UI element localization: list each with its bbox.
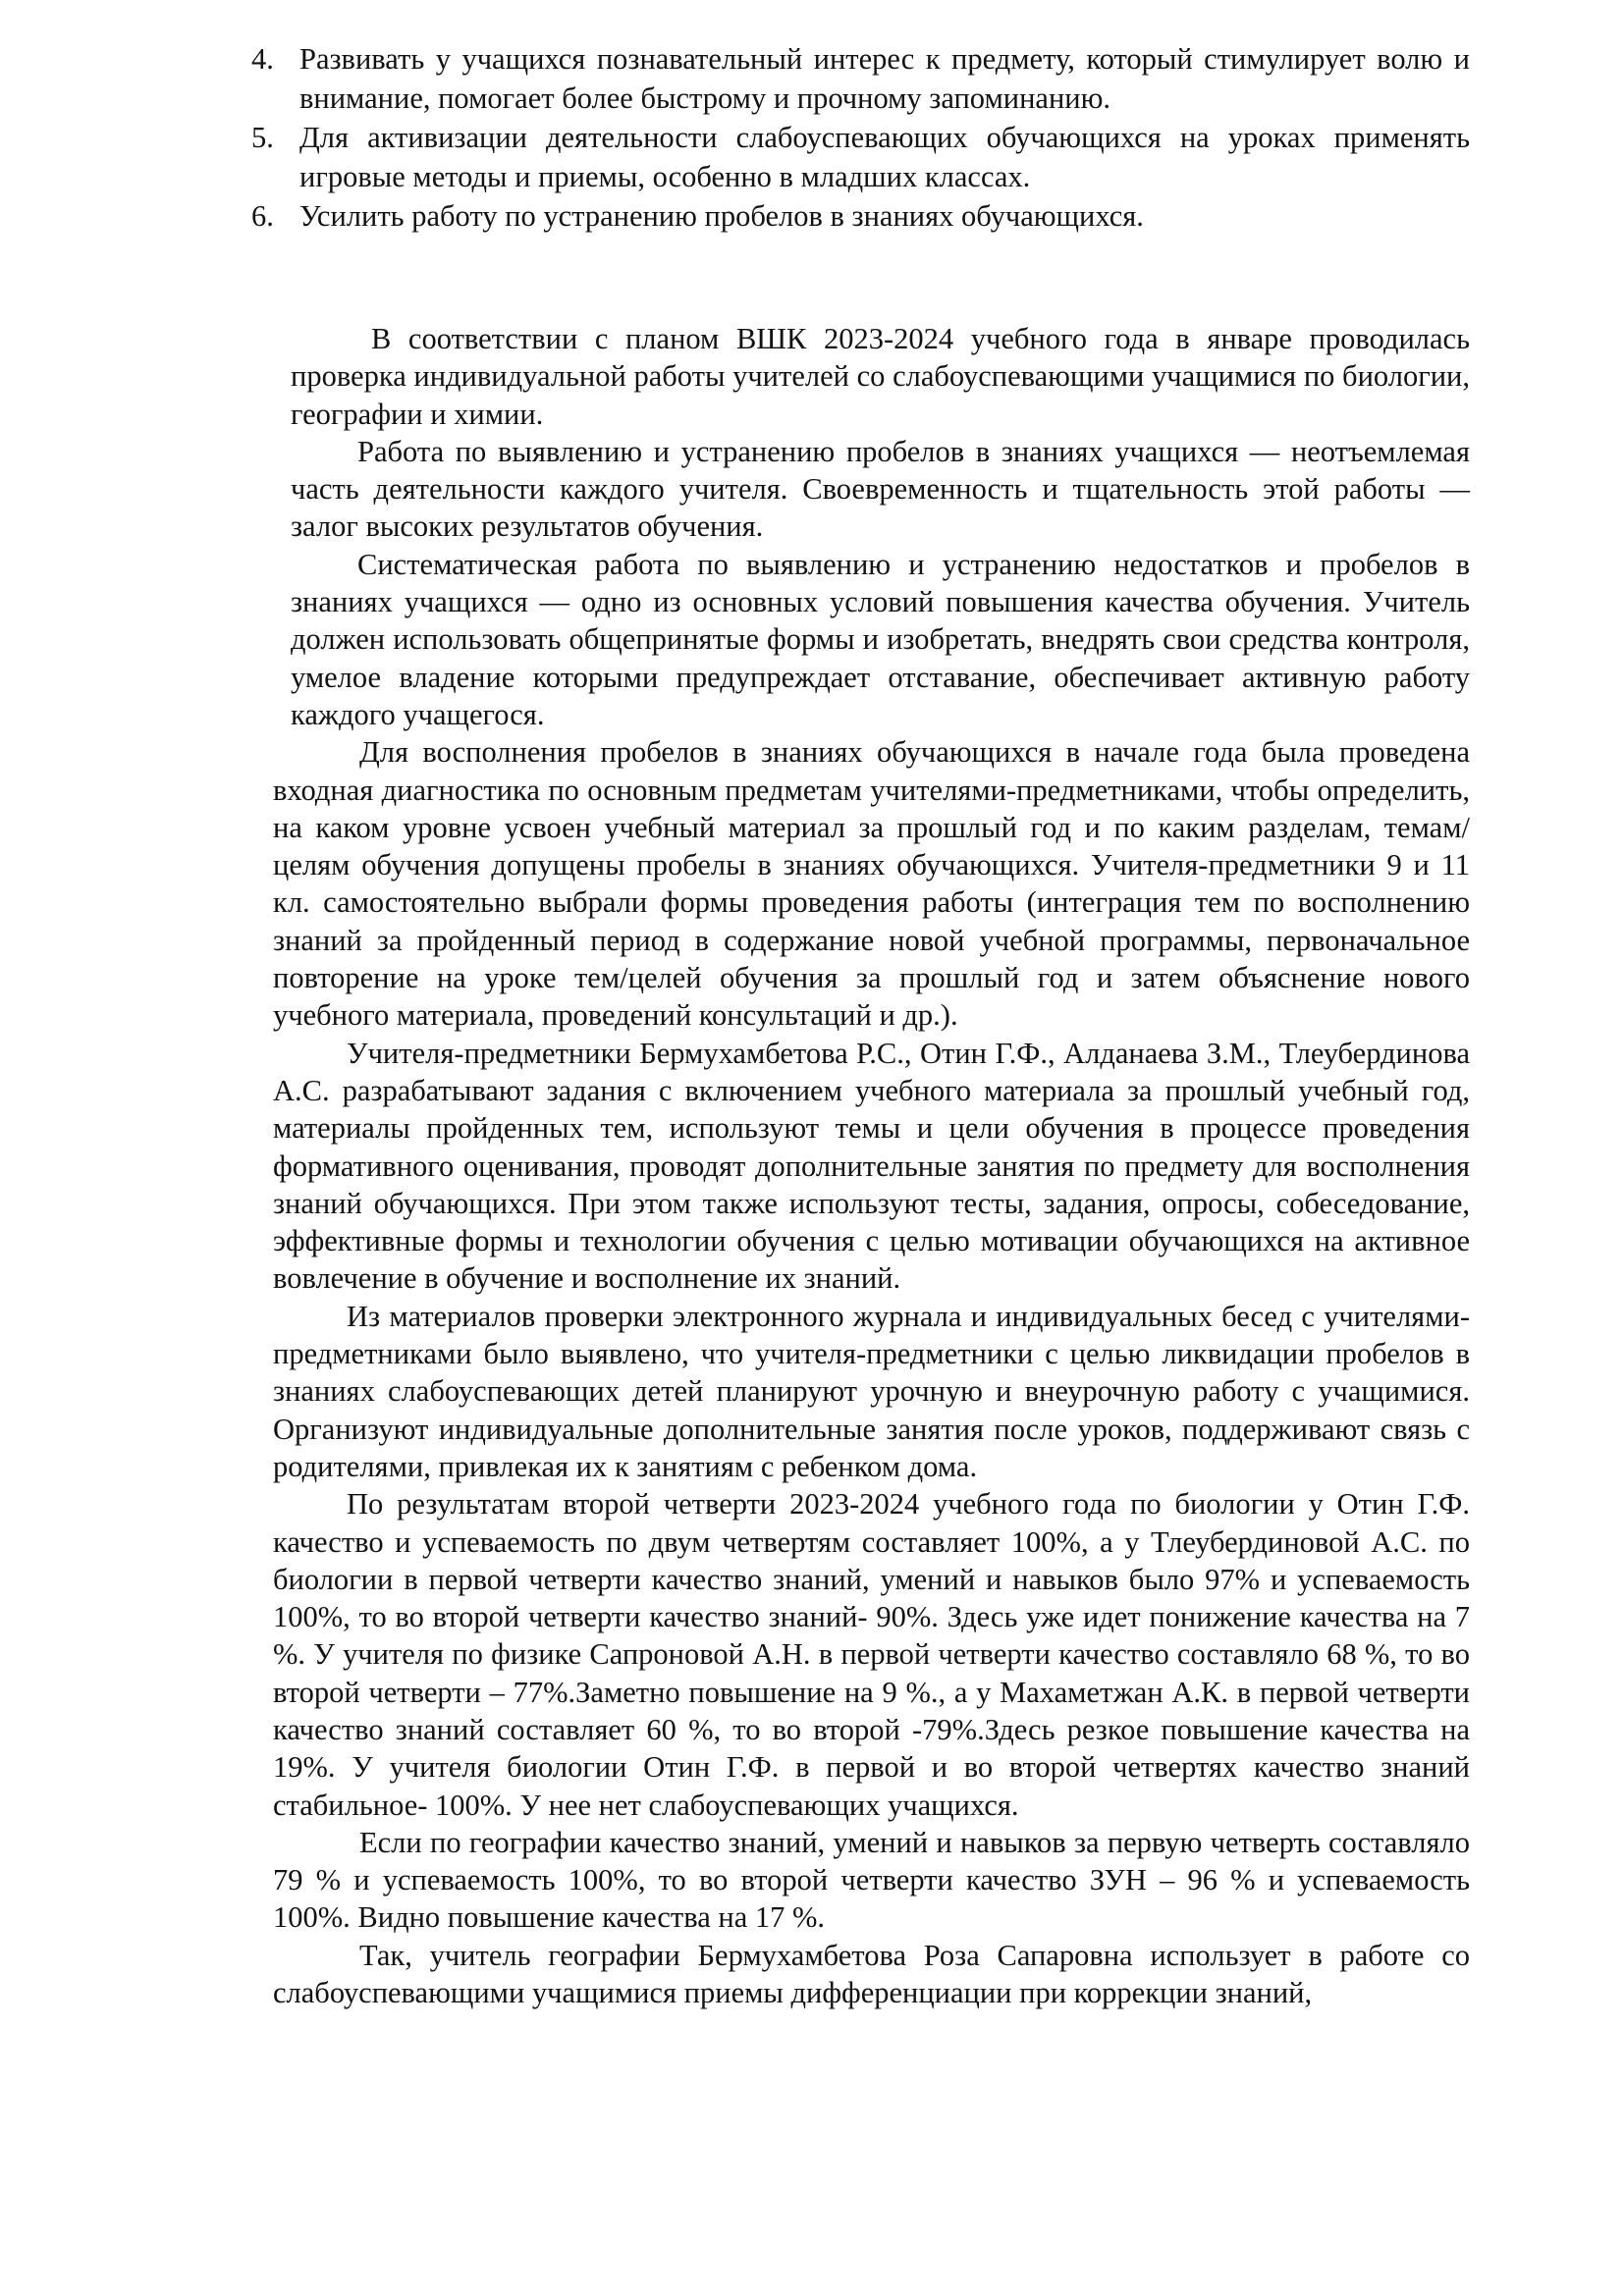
paragraph-journal-review: Из материалов проверки электронного журнала и индивидуальных бесед с учителями-предметниками было выявлено, что учителя-предметники с целью ликвидации пробелов в знаниях слабоуспевающих детей планируют урочную и внеурочную работу с учащимися. Организуют индивидуальные дополнительные занятия после уроков, поддерживают связь с родителями, привлекая их к занятиям с ребенком дома. bbox=[273, 1299, 1470, 1483]
list-item-number: 6. bbox=[251, 199, 274, 233]
paragraph-geography-results: Если по географии качество знаний, умений и навыков за первую четверть составляло 79 % и успеваемость 100%, то во второй четверти качество ЗУН – 96 % и успеваемость 100%. Видно повышение качества на 17 %. bbox=[273, 1825, 1470, 1935]
list-item bbox=[251, 118, 1470, 196]
list-item-text: Развивать у учащихся познавательный интерес к предмету, который стимулирует волю и внимание, помогает более быстрому и прочному запоминанию. bbox=[299, 42, 1470, 115]
list-item-number: 5. bbox=[251, 121, 274, 154]
paragraph-quarter-results: По результатам второй четверти 2023-2024 учебного года по биологии у Отин Г.Ф. качество и успеваемость по двум четвертям составляет 100%, а у Тлеубердиновой А.С. по биологии в первой четверти качество знаний, умений и навыков было 97% и успеваемость 100%, то во второй четверти качество знаний- 90%. Здесь уже идет понижение качества на 7 %. У учителя по физике Сапроновой А.Н. в первой четверти качество составляло 68 %, то во второй четверти – 77%.Заметно повышение на 9 %., а у Махаметжан А.К. в первой четверти качество знаний составляет 60 %, то во второй -79%.Здесь резкое повышение качества на 19%. У учителя биологии Отин Г.Ф. в первой и во второй четвертях качество знаний стабильное- 100%. У нее нет слабоуспевающих учащихся. bbox=[273, 1487, 1470, 1822]
paragraph-systematic-work: Систематическая работа по выявлению и устранению недостатков и пробелов в знаниях учащихся — одно из основных условий повышения качества обучения. Учитель должен использовать общепринятые формы и изобретать, внедрять свои средства контроля, умелое владение которыми предупреждает отставание, обеспечивает активную работу каждого учащегося. bbox=[291, 547, 1470, 731]
list-item bbox=[251, 196, 1470, 236]
paragraph-diagnostics: Для восполнения пробелов в знаниях обучающихся в начале года была проведена входная диагностика по основным предметам учителями-предметниками, чтобы определить, на каком уровне усвоен учебный материал за прошлый год и по каким разделам, темам/целям обучения допущены пробелы в знаниях обучающихся. Учителя-предметники 9 и 11 кл. самостоятельно выбрали формы проведения работы (интеграция тем по восполнению знаний за пройденный период в содержание новой учебной программы, первоначальное повторение на уроке тем/целей обучения за прошлый год и затем объяснение нового учебного материала, проведений консультаций и др.). bbox=[273, 735, 1470, 1033]
paragraph-gap-work: Работа по выявлению и устранению пробелов в знаниях учащихся — неотъемлемая часть деятельности каждого учителя. Своевременность и тщательность этой работы — залог высоких результатов обучения. bbox=[291, 434, 1470, 544]
list-item-text: Для активизации деятельности слабоуспевающих обучающихся на уроках применять игровые методы и приемы, особенно в младших классах. bbox=[299, 121, 1470, 193]
paragraph-vshk-plan: В соответствии с планом ВШК 2023-2024 учебного года в январе проводилась проверка индивидуальной работы учителей со слабоуспевающими учащимися по биологии, географии и химии. bbox=[291, 322, 1470, 431]
document-body bbox=[273, 320, 1470, 2011]
paragraph-subject-teachers: Учителя-предметники Бермухамбетова Р.С., Отин Г.Ф., Алданаева З.М., Тлеубердинова А.С. разрабатывают задания с включением учебного материала за прошлый учебный год, материалы пройденных тем, используют темы и цели обучения в процессе проведения формативного оценивания, проводят дополнительные занятия по предмету для восполнения знаний обучающихся. При этом также используют тесты, задания, опросы, собеседование, эффективные формы и технологии обучения с целью мотивации обучающихся на активное вовлечение в обучение и восполнение их знаний. bbox=[273, 1036, 1470, 1296]
list-item-number: 4. bbox=[251, 42, 274, 76]
paragraph-geography-teacher: Так, учитель географии Бермухамбетова Роза Сапаровна использует в работе со слабоуспевающими учащимися приемы дифференциации при коррекции знаний, bbox=[273, 1938, 1470, 2010]
list-item bbox=[251, 39, 1470, 118]
recommendations-list bbox=[251, 39, 1470, 236]
list-item-text: Усилить работу по устранению пробелов в знаниях обучающихся. bbox=[299, 199, 1144, 233]
